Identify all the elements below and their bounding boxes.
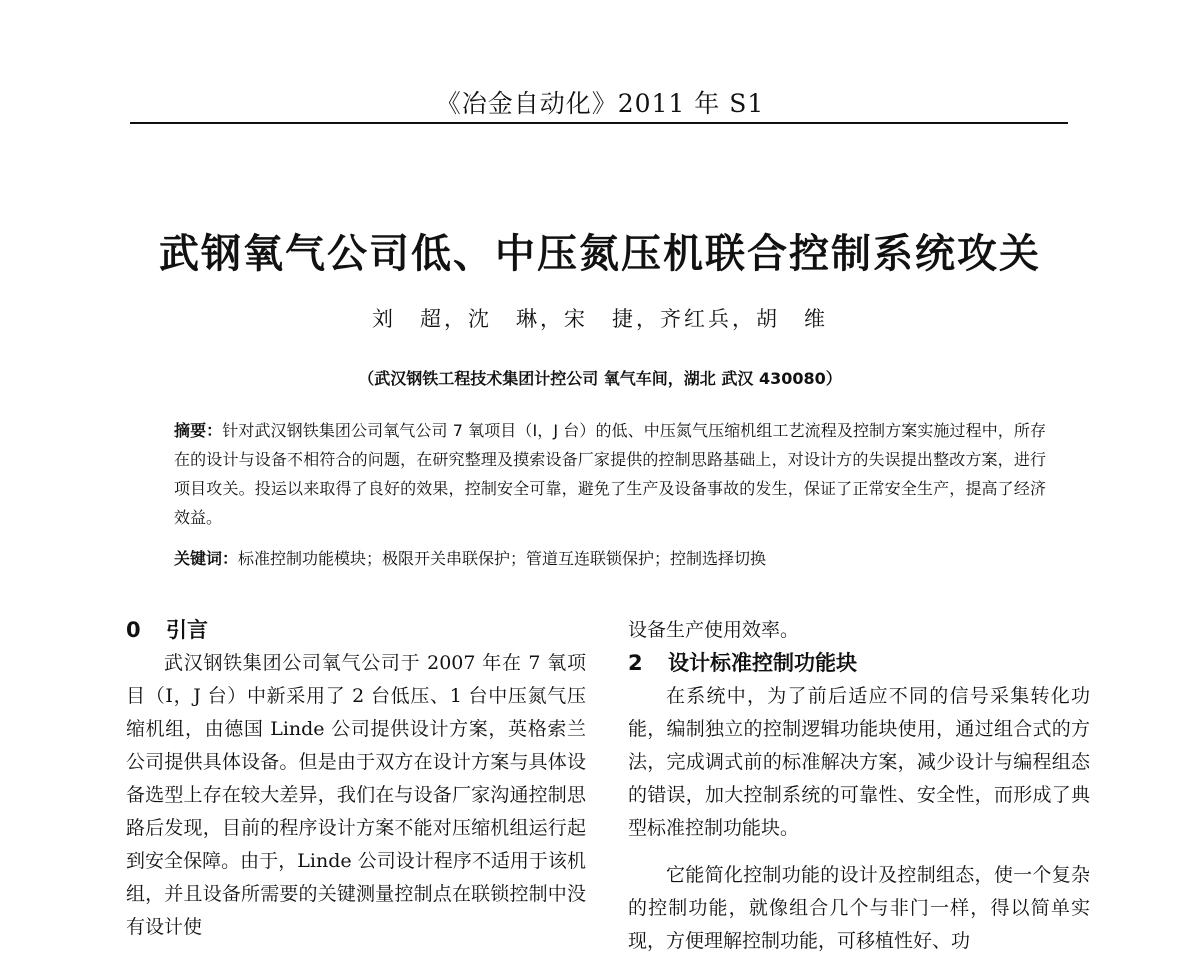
section-number: 0 xyxy=(126,618,141,642)
abstract-label: 摘要： xyxy=(174,421,223,440)
right-column xyxy=(628,614,1090,958)
paper-title: 武钢氧气公司低、中压氮压机联合控制系统攻关 xyxy=(159,231,1041,277)
journal-header: 《冶金自动化》2011 年 S1 xyxy=(435,89,765,118)
body-paragraph-2: 它能简化控制功能的设计及控制组态，使一个复杂的控制功能，就像组合几个与非门一样，得以简单实现，方便理解控制功能，可移植性好、功 xyxy=(628,864,1090,952)
left-column xyxy=(126,614,586,944)
section-title: 引言 xyxy=(166,618,208,642)
header-rule xyxy=(130,122,1068,124)
keywords-text: 标准控制功能模块；极限开关串联保护；管道互连联锁保护；控制选择切换 xyxy=(238,549,767,568)
abstract xyxy=(174,416,1046,532)
section-heading-design xyxy=(628,647,1090,680)
keywords-label: 关键词： xyxy=(174,549,239,568)
abstract-text: 针对武汉钢铁集团公司氧气公司 7 氧项目（I，J 台）的低、中压氮气压缩机组工艺流程及控制方案实施过程中，所存在的设计与设备不相符合的问题，在研究整理及摸索设备厂家提供的控制思路基础上，对设计方的失误提出整改方案，进行项目攻关。投运以来取得了良好的效果，控制安全可靠，避免了生产及设备事故的发生，保证了正常安全生产，提高了经济效益。 xyxy=(174,421,1046,527)
continued-text: 设备生产使用效率。 xyxy=(628,619,800,641)
section-title: 设计标准控制功能块 xyxy=(668,651,857,675)
author-list: 刘 超，沈 琳，宋 捷，齐红兵，胡 维 xyxy=(372,307,828,331)
body-paragraph-1: 在系统中，为了前后适应不同的信号采集转化功能，编制独立的控制逻辑功能块使用，通过组合式的方法，完成调式前的标准解决方案，减少设计与编程组态的错误，加大控制系统的可靠性、安全性，而形成了典型标准控制功能块。 xyxy=(628,685,1090,839)
section-number: 2 xyxy=(628,651,643,675)
section-heading-intro xyxy=(126,614,586,647)
affiliation: （武汉钢铁工程技术集团计控公司 氧气车间，湖北 武汉 430080） xyxy=(358,369,842,388)
intro-paragraph: 武汉钢铁集团公司氧气公司于 2007 年在 7 氧项目（I，J 台）中新采用了 2 台低压、1 台中压氮气压缩机组，由德国 Linde 公司提供设计方案，英格索兰公司提供具体设备。但是由于双方在设计方案与具体设备选型上存在较大差异，我们在与设备厂家沟通控制思路后发现，目前的程序设计方案不能对压缩机组运行起到安全保障。由于，Linde 公司设计程序不适用于该机组，并且设备所需要的关键测量控制点在联锁控制中没有设计使 xyxy=(126,652,586,938)
keywords xyxy=(174,544,1046,573)
